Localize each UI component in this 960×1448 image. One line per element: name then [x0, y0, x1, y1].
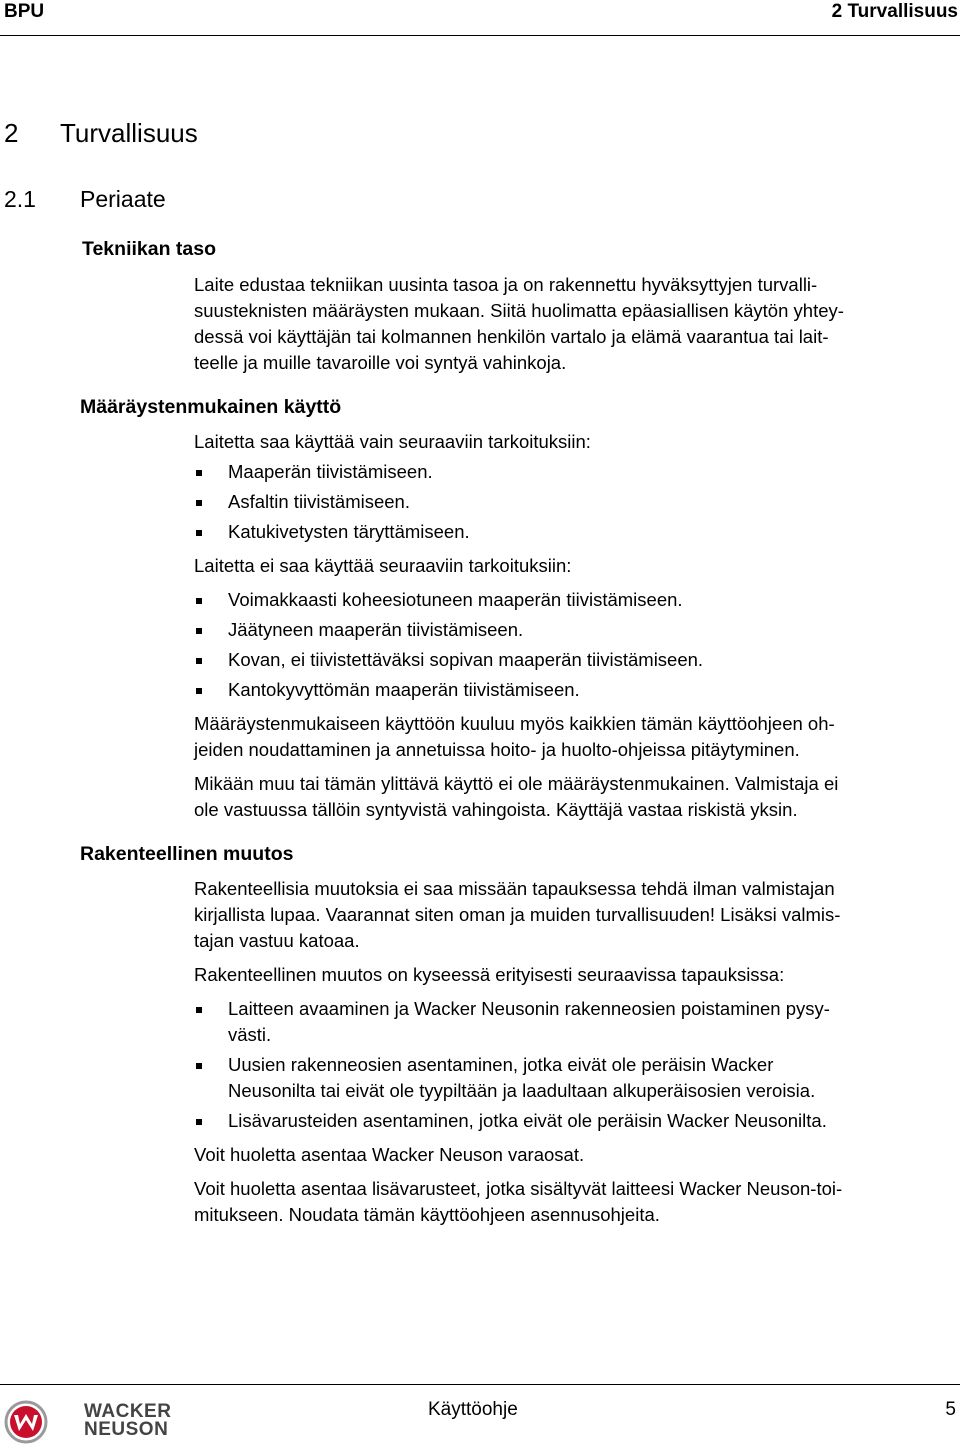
bullet-square-icon: [196, 470, 202, 476]
rakenteellinen-heading: Rakenteellinen muutos: [80, 843, 294, 865]
chapter-title: [4, 118, 198, 149]
forbidden-list: [194, 587, 956, 703]
logo-line-2: NEUSON: [84, 1419, 169, 1440]
text-line: jeiden noudattaminen ja annetuissa hoito- ja huolto-ohjeissa pitäytyminen.: [194, 739, 800, 760]
page-number: 5: [945, 1399, 956, 1420]
allowed-intro: Laitetta saa käyttää vain seuraaviin tarkoituksiin:: [194, 431, 591, 452]
text-line: teelle ja muille tavaroille voi syntyä vahinkoja.: [194, 352, 567, 373]
list-item: Katukivetysten täryttämiseen.: [194, 519, 956, 545]
bullet-square-icon: [196, 1007, 202, 1013]
maaraysten-heading: Määräystenmukainen käyttö: [80, 396, 342, 418]
list-item: Kovan, ei tiivistettäväksi sopivan maaperän tiivistämiseen.: [194, 647, 956, 673]
logo-line-1: WACKER: [84, 1401, 172, 1422]
section-number: 2.1: [4, 186, 36, 212]
list-item: Asfaltin tiivistämiseen.: [194, 489, 956, 515]
text-line: suusteknisten määräysten mukaan. Siitä huolimatta epäasiallisen käytön yhtey-: [194, 300, 844, 321]
bullet-square-icon: [196, 1119, 202, 1125]
tekniikan-paragraph: [194, 272, 956, 376]
text-line: dessä voi käyttäjän tai kolmannen henkilön vartalo ja elämä vaarantua tai lait-: [194, 326, 829, 347]
header-chapter: 2 Turvallisuus: [831, 1, 958, 22]
bullet-square-icon: [196, 628, 202, 634]
page-header: [0, 0, 960, 36]
section-title: [4, 186, 166, 213]
text-line: ole vastuussa tällöin syntyvistä vahingoista. Käyttäjä vastaa riskistä yksin.: [194, 799, 798, 820]
section-title-text: Periaate: [80, 186, 166, 212]
modification-list: [194, 996, 956, 1134]
list-item: Uusien rakenneosien asentaminen, jotka eivät ole peräisin Wacker Neusonilta tai eivät ole tyypiltään ja laadultaan alkuperäisosien veroisia.: [194, 1052, 956, 1104]
spare-parts-paragraph: Voit huoletta asentaa Wacker Neuson varaosat.: [194, 1144, 585, 1165]
list-item: Laitteen avaaminen ja Wacker Neusonin rakenneosien poistaminen pysy- västi.: [194, 996, 956, 1048]
bullet-square-icon: [196, 1063, 202, 1069]
list-item: Lisävarusteiden asentaminen, jotka eivät ole peräisin Wacker Neusonilta.: [194, 1108, 956, 1134]
allowed-list: [194, 459, 956, 545]
text-line: mitukseen. Noudata tämän käyttöohjeen asennusohjeita.: [194, 1204, 660, 1225]
chapter-title-text: Turvallisuus: [60, 118, 198, 148]
footer-doc-title: Käyttöohje: [428, 1399, 518, 1420]
rakenteellinen-block: [194, 876, 956, 1228]
bullet-square-icon: [196, 688, 202, 694]
accessories-paragraph: [194, 1176, 956, 1228]
text-line: Voit huoletta asentaa lisävarusteet, jotka sisältyvät laitteesi Wacker Neuson-toi-: [194, 1178, 843, 1199]
text-line: tajan vastuu katoaa.: [194, 930, 360, 951]
bullet-square-icon: [196, 530, 202, 536]
text-line: Laite edustaa tekniikan uusinta tasoa ja on rakennettu hyväksyttyjen turvalli-: [194, 274, 818, 295]
list-item: Kantokyvyttömän maaperän tiivistämiseen.: [194, 677, 956, 703]
list-item: Voimakkaasti koheesiotuneen maaperän tiivistämiseen.: [194, 587, 956, 613]
chapter-number: 2: [4, 118, 19, 148]
tekniikan-heading: Tekniikan taso: [82, 238, 217, 260]
text-line: Määräystenmukaiseen käyttöön kuuluu myös kaikkien tämän käyttöohjeen oh-: [194, 713, 835, 734]
liability-paragraph: [194, 771, 956, 823]
maaraysten-block: [194, 429, 956, 823]
forbidden-intro: Laitetta ei saa käyttää seuraaviin tarkoituksiin:: [194, 555, 572, 576]
bullet-square-icon: [196, 500, 202, 506]
modification-intro: Rakenteellinen muutos on kyseessä erityisesti seuraavissa tapauksissa:: [194, 964, 785, 985]
list-item: Maaperän tiivistämiseen.: [194, 459, 956, 485]
text-line: kirjallista lupaa. Vaarannat siten oman ja muiden turvallisuuden! Lisäksi valmis-: [194, 904, 841, 925]
modification-warning-paragraph: [194, 876, 956, 954]
wacker-neuson-w-logo-icon: [4, 1400, 48, 1444]
bullet-square-icon: [196, 598, 202, 604]
footer-divider: [0, 1384, 960, 1385]
header-divider: [0, 35, 960, 36]
text-line: Rakenteellisia muutoksia ei saa missään tapauksessa tehdä ilman valmistajan: [194, 878, 835, 899]
header-doc-code: BPU: [4, 1, 45, 22]
list-item: Jäätyneen maaperän tiivistämiseen.: [194, 617, 956, 643]
bullet-square-icon: [196, 658, 202, 664]
brand-logo-text: [84, 1403, 171, 1439]
usage-paragraph: [194, 711, 956, 763]
text-line: Mikään muu tai tämän ylittävä käyttö ei ole määräystenmukainen. Valmistaja ei: [194, 773, 839, 794]
